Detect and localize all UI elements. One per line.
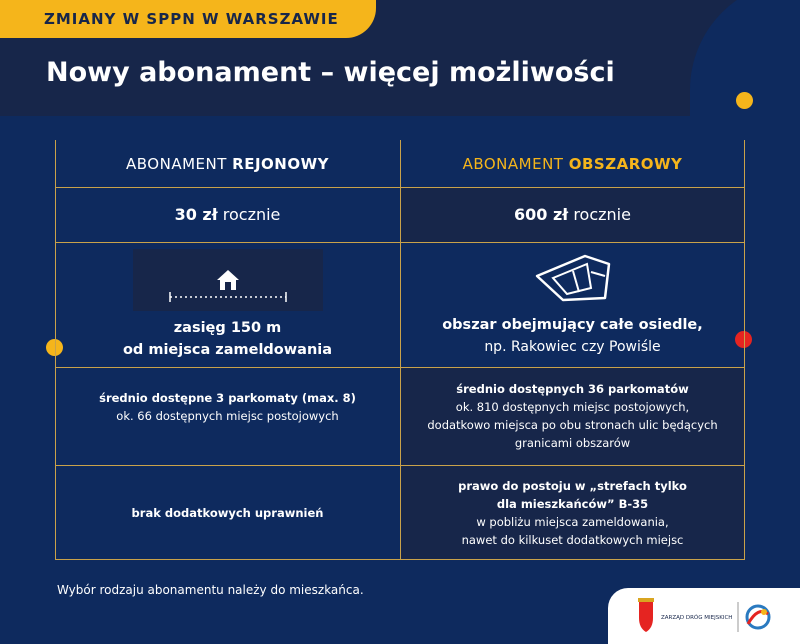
house-range-icon bbox=[133, 249, 323, 311]
grid-line bbox=[55, 140, 56, 560]
zdm-logo-text: ZARZĄD DRÓG MIEJSKICH bbox=[661, 615, 733, 621]
logo-panel bbox=[608, 588, 800, 644]
section-tag: ZMIANY W SPPN W WARSZAWIE bbox=[0, 0, 376, 38]
price-rejonowy: 30 zł rocznie bbox=[174, 205, 281, 224]
grid-line bbox=[55, 187, 745, 188]
footer-note: Wybór rodzaju abonamentu należy do mieszkańca. bbox=[57, 583, 364, 597]
rights-rejonowy: brak dodatkowych uprawnień bbox=[131, 505, 324, 520]
grid-line bbox=[55, 242, 745, 243]
meters-rejonowy: średnio dostępne 3 parkomaty (max. 8) ok. 66 dostępnych miejsc postojowych bbox=[99, 391, 356, 423]
area-obszarowy: obszar obejmujący całe osiedle, np. Rakowiec czy Powiśle bbox=[400, 242, 745, 367]
range-rejonowy: zasięg 150 m od miejsca zameldowania bbox=[55, 242, 400, 367]
decor-dot-yellow bbox=[736, 92, 753, 109]
grid-line bbox=[744, 140, 745, 560]
header-obszarowy: ABONAMENT OBSZAROWY bbox=[462, 154, 683, 173]
page-title: Nowy abonament – więcej możliwości bbox=[46, 57, 615, 88]
city-logo-icon bbox=[747, 606, 769, 628]
map-area-icon bbox=[533, 252, 613, 304]
grid-line bbox=[55, 465, 745, 466]
grid-line bbox=[400, 140, 401, 560]
meters-obszarowy: średnio dostępnych 36 parkomatów ok. 810 dostępnych miejsc postojowych, dodatkowo miejsca po obu stronach ulic będących granicami obszarów bbox=[427, 382, 718, 450]
price-obszarowy: 600 zł rocznie bbox=[514, 205, 631, 224]
grid-line bbox=[55, 367, 745, 368]
header-rejonowy: ABONAMENT REJONOWY bbox=[126, 154, 329, 173]
warsaw-crest-icon bbox=[638, 598, 654, 632]
rights-obszarowy: prawo do postoju w „strefach tylko dla mieszkańców” B-35 w pobliżu miejsca zameldowania, nawet do kilkuset dodatkowych miejsc bbox=[458, 478, 687, 547]
grid-line bbox=[55, 559, 745, 560]
comparison-table bbox=[55, 140, 745, 560]
range-illustration bbox=[133, 249, 323, 311]
